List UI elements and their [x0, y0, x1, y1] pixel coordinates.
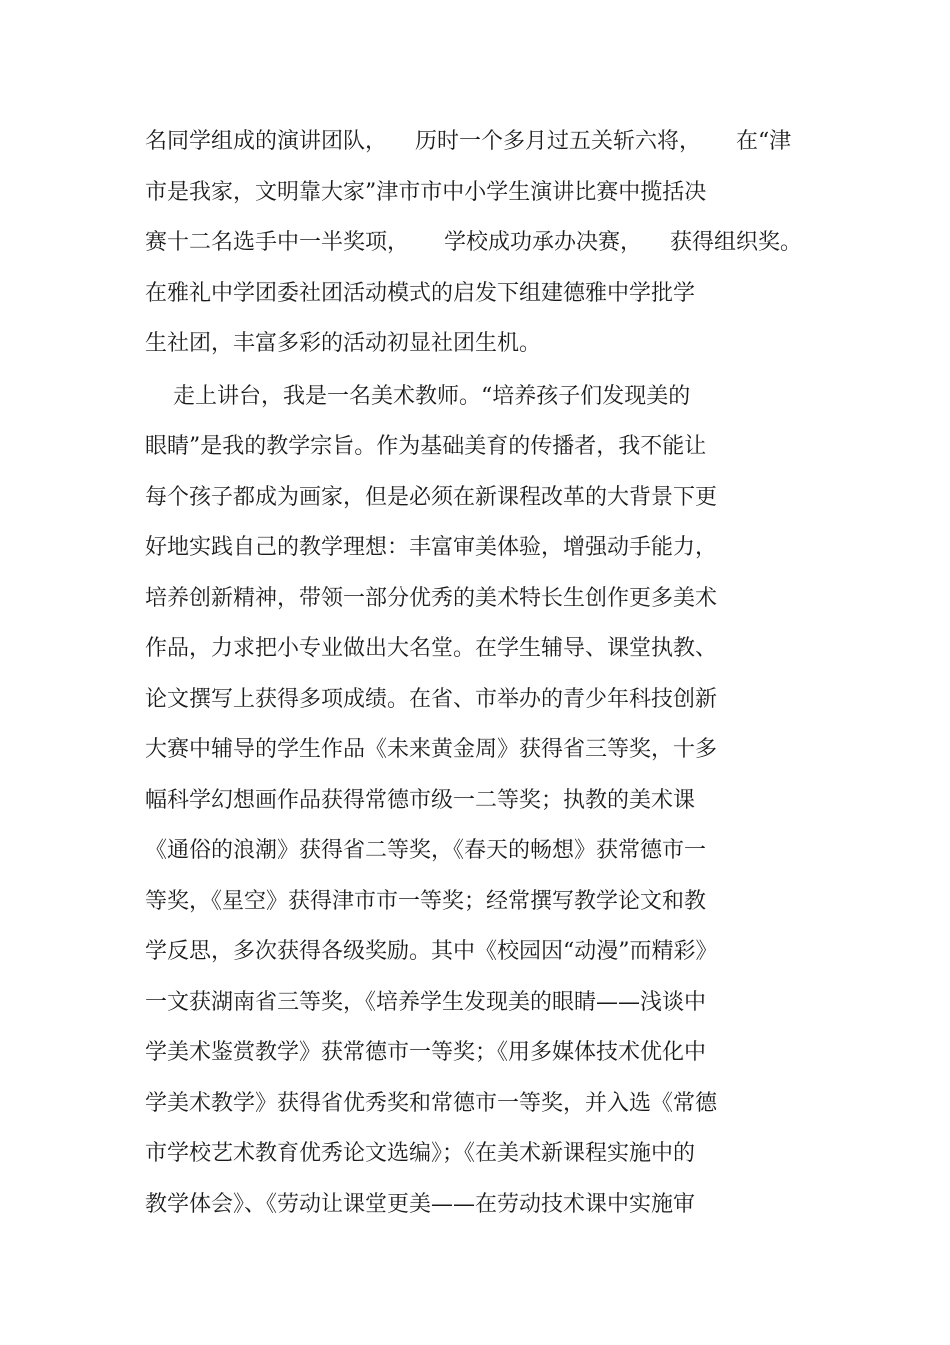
text-line: 市学校艺术教育优秀论文选编》；《在美术新课程实施中的	[145, 1141, 696, 1166]
text-line: 市是我家，文明靠大家”津市市中小学生演讲比赛中揽括决	[145, 179, 707, 205]
text-line: 生社团，丰富多彩的活动初显社团生机。	[145, 331, 542, 356]
text-line: 论文撰写上获得多项成绩。在省、市举办的青少年科技创新	[145, 686, 718, 712]
text-line: 学美术教学》获得省优秀奖和常德市一等奖，并入选《常德	[145, 1090, 718, 1116]
text-line: 《通俗的浪潮》获得省二等奖，《春天的畅想》获常德市一	[145, 838, 707, 863]
text-line: 作品，力求把小专业做出大名堂。在学生辅导、课堂执教、	[145, 636, 718, 661]
text-line: 眼睛”是我的教学宗旨。作为基础美育的传播者，我不能让	[145, 434, 707, 459]
text-line: 一文获湖南省三等奖，《培养学生发现美的眼睛——浅谈中	[145, 989, 707, 1015]
body-text	[145, 122, 825, 1235]
text-line: 大赛中辅导的学生作品《未来黄金周》获得省三等奖，十多	[145, 737, 718, 762]
text-line: 培养创新精神，带领一部分优秀的美术特长生创作更多美术	[145, 585, 718, 611]
text-line: 教学体会》、《劳动让课堂更美——在劳动技术课中实施审	[145, 1191, 696, 1217]
text-line: 等奖，《星空》获得津市市一等奖；经常撰写教学论文和教	[145, 888, 707, 914]
text-line: 走上讲台，我是一名美术教师。“培养孩子们发现美的	[145, 383, 691, 409]
text-line: 学反思，多次获得各级奖励。其中《校园因“动漫”而精彩》	[145, 939, 718, 964]
text-line: 学美术鉴赏教学》获常德市一等奖；《用多媒体技术优化中	[145, 1040, 707, 1065]
text-line: 在雅礼中学团委社团活动模式的启发下组建德雅中学批学	[145, 280, 696, 306]
text-line: 名同学组成的演讲团队， 历时一个多月过五关斩六将， 在“津	[145, 129, 792, 154]
text-line: 好地实践自己的教学理想：丰富审美体验，增强动手能力，	[145, 535, 718, 560]
text-line: 幅科学幻想画作品获得常德市级一二等奖；执教的美术课	[145, 787, 696, 813]
text-line: 赛十二名选手中一半奖项， 学校成功承办决赛， 获得组织奖。	[145, 230, 802, 255]
text-line: 每个孩子都成为画家，但是必须在新课程改革的大背景下更	[145, 484, 718, 510]
